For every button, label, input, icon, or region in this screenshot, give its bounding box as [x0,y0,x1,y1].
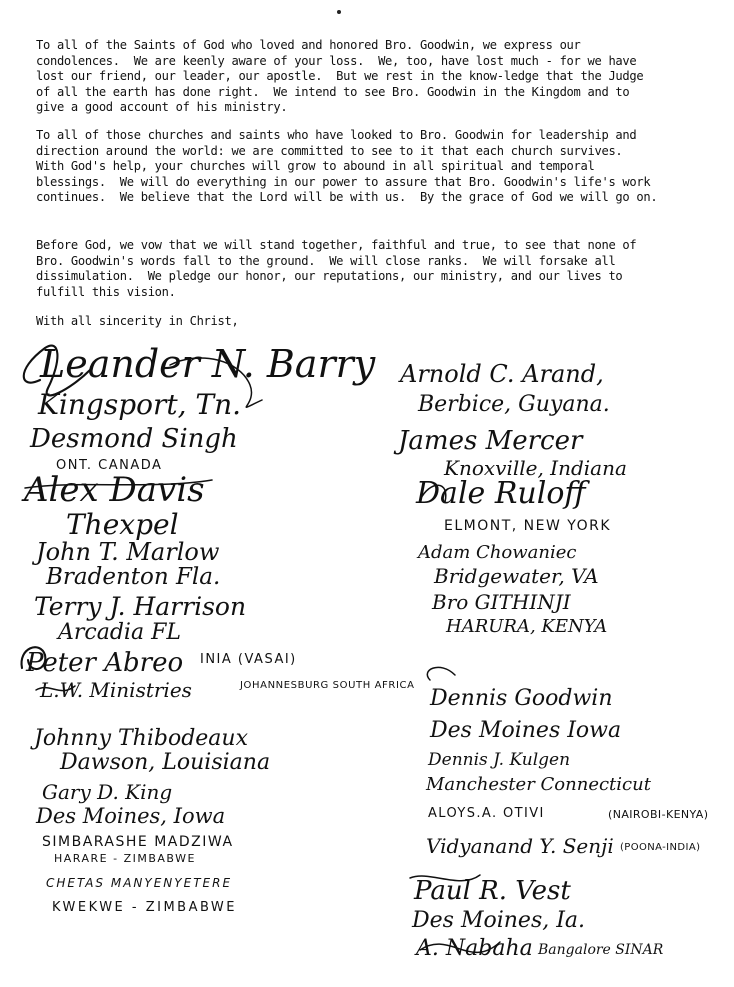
signature-name-17: Bro GITHINJI [432,590,571,614]
paragraph-churches: To all of those churches and saints who have looked to Bro. Goodwin for leadership and direction around the world: we are committed to see to it that each church survives. With God's help, your churches will grow to abound in all spiritual and temporal blessings. We will do everything in our power to assure that Bro. Goodwin's life's work continues. We believe that the Lord will be with us. By the grace of God we will go on. [36,128,658,205]
signature-location-2: ONT. CANADA [56,458,163,473]
signature-name-15: Dale Ruloff [416,476,586,511]
signature-location-17: HARURA, KENYA [446,616,608,637]
signature-name-14: James Mercer [398,426,583,456]
signature-location-18: Des Moines Iowa [430,718,622,743]
signature-name-4: Thexpel [66,508,179,541]
signature-name-1: Leander N. Barry [40,342,376,386]
signature-location-11: HARARE - ZIMBABWE [54,852,196,865]
signature-location-22: Des Moines, Ia. [412,908,586,933]
signature-location-5: Bradenton Fla. [46,564,221,590]
signature-name-2: Desmond Singh [30,424,238,454]
signature-name-20: ALOYS.A. OTIVI [428,806,545,821]
signature-location-13: Berbice, Guyana. [418,392,610,417]
signature-name-12: CHETAS MANYENYETERE [46,876,233,890]
signature-location-21: (POONA-INDIA) [620,842,701,853]
signature-location-20: (NAIROBI-KENYA) [608,808,709,821]
closing-line: With all sincerity in Christ, [36,314,239,328]
signature-location-6: Arcadia FL [58,620,181,645]
signature-name-10: Gary D. King [42,780,173,804]
signature-name-7: Peter Abreo [26,648,184,678]
signature-location-10: Des Moines, Iowa [36,804,226,828]
signature-name-5: John T. Marlow [36,538,220,566]
signature-location-23: Bangalore SINAR [538,942,664,958]
signature-name-3: Alex Davis [24,470,205,510]
signature-location-1: Kingsport, Tn. [38,388,242,421]
signature-name-13: Arnold C. Arand, [400,360,604,388]
signature-name-16: Adam Chowaniec [418,542,577,563]
signature-location-9: Dawson, Louisiana [60,750,271,775]
signature-location-8: JOHANNESBURG SOUTH AFRICA [240,680,415,691]
signature-location-7: INIA (VASAI) [200,652,297,667]
signature-name-18: Dennis Goodwin [430,686,613,711]
signature-name-9: Johnny Thibodeaux [34,726,248,751]
signature-name-11: SIMBARASHE MADZIWA [42,834,234,850]
signature-name-19: Dennis J. Kulgen [428,750,571,770]
top-dot-mark [337,10,341,14]
signature-name-21: Vidyanand Y. Senji [426,834,614,858]
signature-location-14: Knoxville, Indiana [444,456,627,480]
signature-location-12: KWEKWE - ZIMBABWE [52,900,238,915]
paragraph-condolences: To all of the Saints of God who loved and honored Bro. Goodwin, we express our condolences. We are keenly aware of your loss. We, too, have lost much - for we have lost our friend, our leader, our apostle. But we rest in the know-ledge that the Judge of all the earth has done right. We intend to see Bro. Goodwin in the Kingdom and to give a good account of his ministry. [36,38,651,115]
signature-name-22: Paul R. Vest [414,876,571,906]
signature-location-16: Bridgewater, VA [434,564,599,588]
signature-name-23: A. Nabaha [416,936,533,961]
signature-location-15: ELMONT, NEW YORK [444,518,611,534]
signature-name-6: Terry J. Harrison [34,592,247,621]
paragraph-vow: Before God, we vow that we will stand together, faithful and true, to see that none of Bro. Goodwin's words fall to the ground. We will close ranks. We will forsake all dissimulation. We pledge our honor, our reputations, our ministry, and our lives to fulfill this vision. [36,238,644,299]
signature-name-8: L.W. Ministries [40,678,192,702]
signature-area [0,330,734,987]
signature-location-19: Manchester Connecticut [426,774,651,795]
